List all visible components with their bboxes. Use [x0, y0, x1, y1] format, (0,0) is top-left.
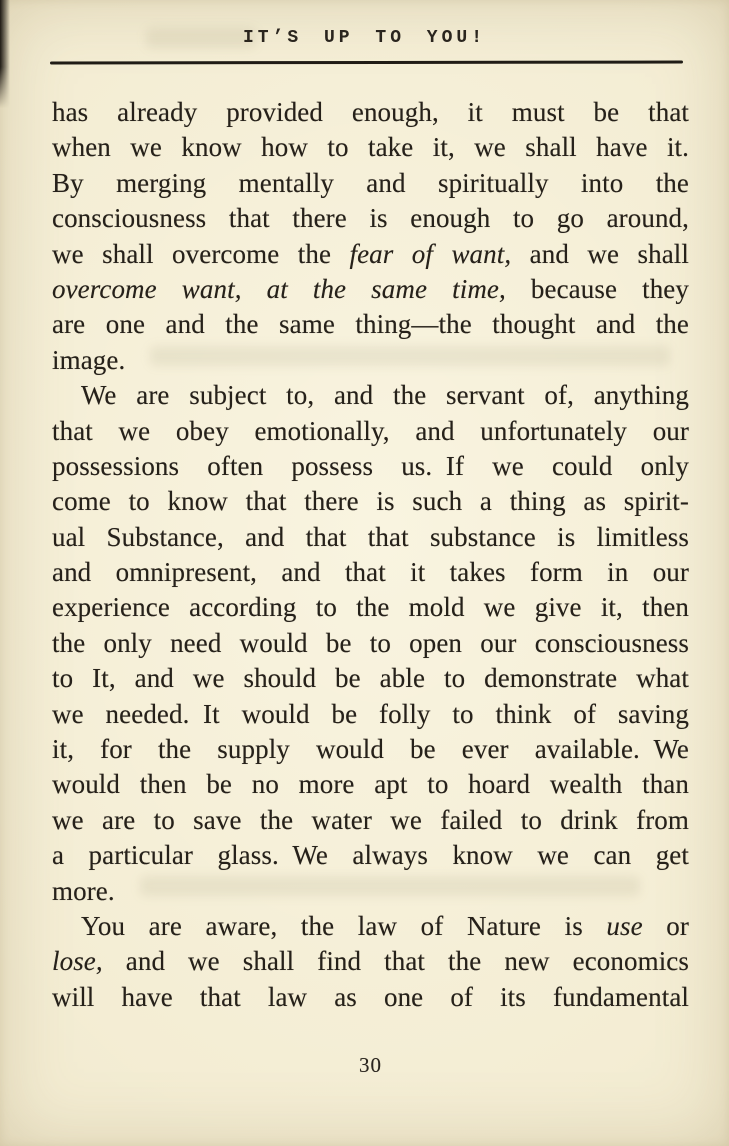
text-run: and we shall	[511, 238, 689, 269]
italic-text-run: lose,	[52, 946, 103, 977]
text-line	[52, 626, 689, 661]
text-line	[52, 237, 689, 272]
text-line	[52, 944, 689, 979]
text-run: ual Substance, and that that substance is limitless	[52, 521, 689, 552]
text-line	[52, 378, 689, 413]
body-text	[52, 95, 689, 1015]
text-line	[52, 874, 689, 909]
text-line	[52, 307, 689, 342]
text-line	[52, 414, 689, 449]
italic-text-run: use	[606, 910, 643, 941]
text-line	[52, 201, 689, 236]
text-line	[52, 732, 689, 767]
text-line	[52, 130, 689, 165]
text-run: we shall overcome the	[52, 238, 350, 269]
italic-text-run: overcome want, at the same time,	[52, 273, 506, 304]
text-run: and omnipresent, and that it takes form in our	[52, 557, 689, 588]
text-line	[52, 909, 689, 944]
text-run: We are subject to, and the servant of, anything	[81, 380, 689, 411]
text-run: to It, and we should be able to demonstrate what	[52, 663, 689, 694]
text-run: will have that law as one of its fundamental	[52, 981, 689, 1012]
text-run: it, for the supply would be ever available. We	[52, 734, 689, 765]
text-line	[52, 697, 689, 732]
page-number: 30	[359, 1053, 382, 1077]
text-line	[52, 272, 689, 307]
text-line	[52, 555, 689, 590]
text-run: are one and the same thing—the thought and the	[52, 309, 689, 340]
text-run: more.	[52, 875, 115, 906]
header-rule	[50, 61, 683, 65]
running-head: IT’S UP TO YOU!	[242, 28, 487, 48]
text-run: You are aware, the law of Nature is	[81, 910, 607, 941]
text-run: or	[642, 910, 689, 941]
text-line	[52, 343, 689, 378]
text-run: would then be no more apt to hoard wealth than	[52, 769, 689, 800]
text-run: experience according to the mold we give it, then	[52, 592, 689, 623]
text-run: the only need would be to open our consciousness	[52, 627, 689, 658]
text-line	[52, 95, 689, 130]
text-line	[52, 590, 689, 625]
text-line	[52, 484, 689, 519]
page-edge-shadow	[0, 0, 10, 108]
text-line	[52, 166, 689, 201]
text-line	[52, 980, 689, 1015]
italic-text-run: fear of want,	[349, 238, 512, 269]
text-run: come to know that there is such a thing as spirit-	[52, 486, 689, 517]
text-run: By merging mentally and spiritually into the	[52, 167, 689, 198]
text-run: has already provided enough, it must be that	[52, 97, 689, 127]
text-run: that we obey emotionally, and unfortunately our	[52, 415, 689, 446]
text-run: we needed. It would be folly to think of saving	[52, 698, 689, 729]
text-line	[52, 838, 689, 873]
text-line	[52, 803, 689, 838]
text-run: we are to save the water we failed to drink from	[52, 804, 689, 835]
text-run: possessions often possess us. If we could only	[52, 450, 689, 481]
text-line	[52, 520, 689, 555]
text-run: image.	[52, 344, 126, 375]
text-run: a particular glass. We always know we can get	[52, 840, 689, 871]
text-run: consciousness that there is enough to go around,	[52, 203, 689, 234]
text-line	[52, 449, 689, 484]
text-run: when we know how to take it, we shall have it.	[52, 132, 689, 163]
text-line	[52, 767, 689, 802]
text-run: and we shall find that the new economics	[102, 946, 689, 977]
text-run: because they	[505, 273, 689, 304]
text-line	[52, 661, 689, 696]
